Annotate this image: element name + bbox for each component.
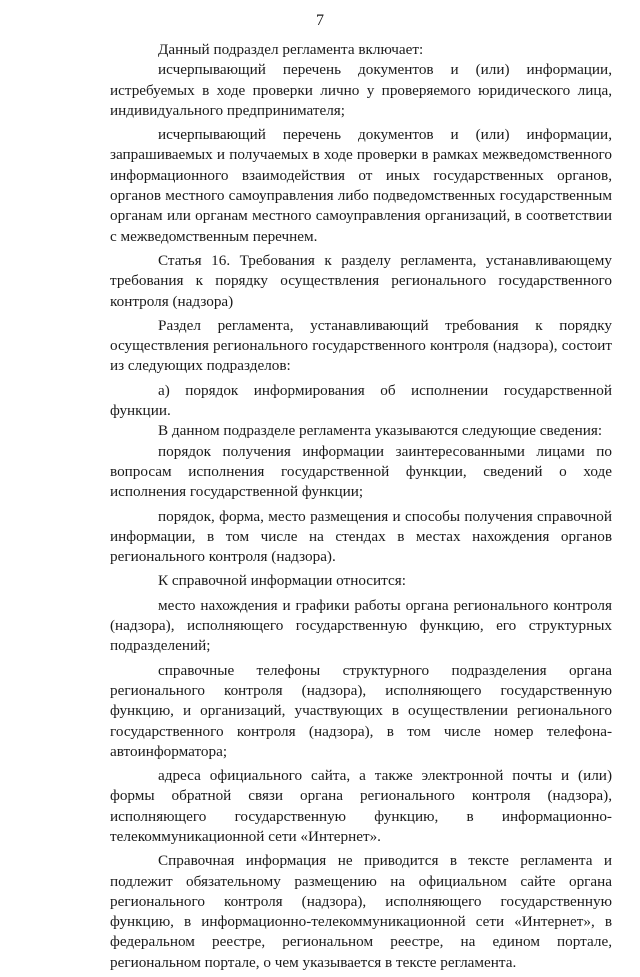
page-number: 7 — [316, 12, 324, 29]
paragraph: а) порядок информирования об исполнении государственной функции. — [110, 381, 612, 420]
paragraph: порядок, форма, место размещения и способы получения справочной информации, в том числе на стендах в местах нахождения органов регионального контроля (надзора). — [110, 507, 612, 566]
paragraph: адреса официального сайта, а также электронной почты и (или) формы обратной связи органа регионального контроля (надзора), исполняющего государственную функцию, в информационно-телекоммуникационной сети «Интернет». — [110, 767, 612, 845]
paragraph: Справочная информация не приводится в тексте регламента и подлежит обязательному размещению на официальном сайте органа регионального контроля (надзора), исполняющего государственную функцию, в информационно-телекоммуникационной сети «Интернет», в федеральном реестре, региональном реестре, на едином портале, региональном портале, о чем указывается в тексте регламента. — [110, 852, 612, 971]
paragraph: исчерпывающий перечень документов и (или) информации, запрашиваемых и получаемых в ходе проверки в рамках межведомственного информационного взаимодействия от иных государственных органов, органов местного самоуправления либо подведомственных государственным органам или органам местного самоуправления организаций, в соответствии с межведомственным перечнем. — [110, 126, 612, 245]
document-body — [110, 40, 612, 977]
paragraph: Данный подраздел регламента включает: — [158, 41, 424, 58]
paragraph: исчерпывающий перечень документов и (или) информации, истребуемых в ходе проверки лично у проверяемого юридического лица, индивидуального предпринимателя; — [110, 61, 612, 119]
paragraph: справочные телефоны структурного подразделения органа регионального контроля (надзора), исполняющего государственную функцию, и организаций, участвующих в осуществлении регионального государственного контроля (надзора), в том числе номер телефона-автоинформатора; — [110, 661, 612, 760]
paragraph: порядок получения информации заинтересованными лицами по вопросам исполнения государственной функции, сведений о ходе исполнения государственной функции; — [110, 442, 612, 501]
paragraph: место нахождения и графики работы органа регионального контроля (надзора), исполняющего государственную функцию, его структурных подразделений; — [110, 596, 612, 655]
article-heading: Статья 16. Требования к разделу регламента, устанавливающему требования к порядку осуществления регионального государственного контроля (надзора) — [110, 251, 612, 310]
paragraph: К справочной информации относится: — [158, 572, 406, 590]
paragraph: В данном подразделе регламента указываются следующие сведения: — [158, 422, 603, 440]
paragraph: Раздел регламента, устанавливающий требования к порядку осуществления регионального государственного контроля (надзора), состоит из следующих подразделов: — [110, 316, 612, 375]
